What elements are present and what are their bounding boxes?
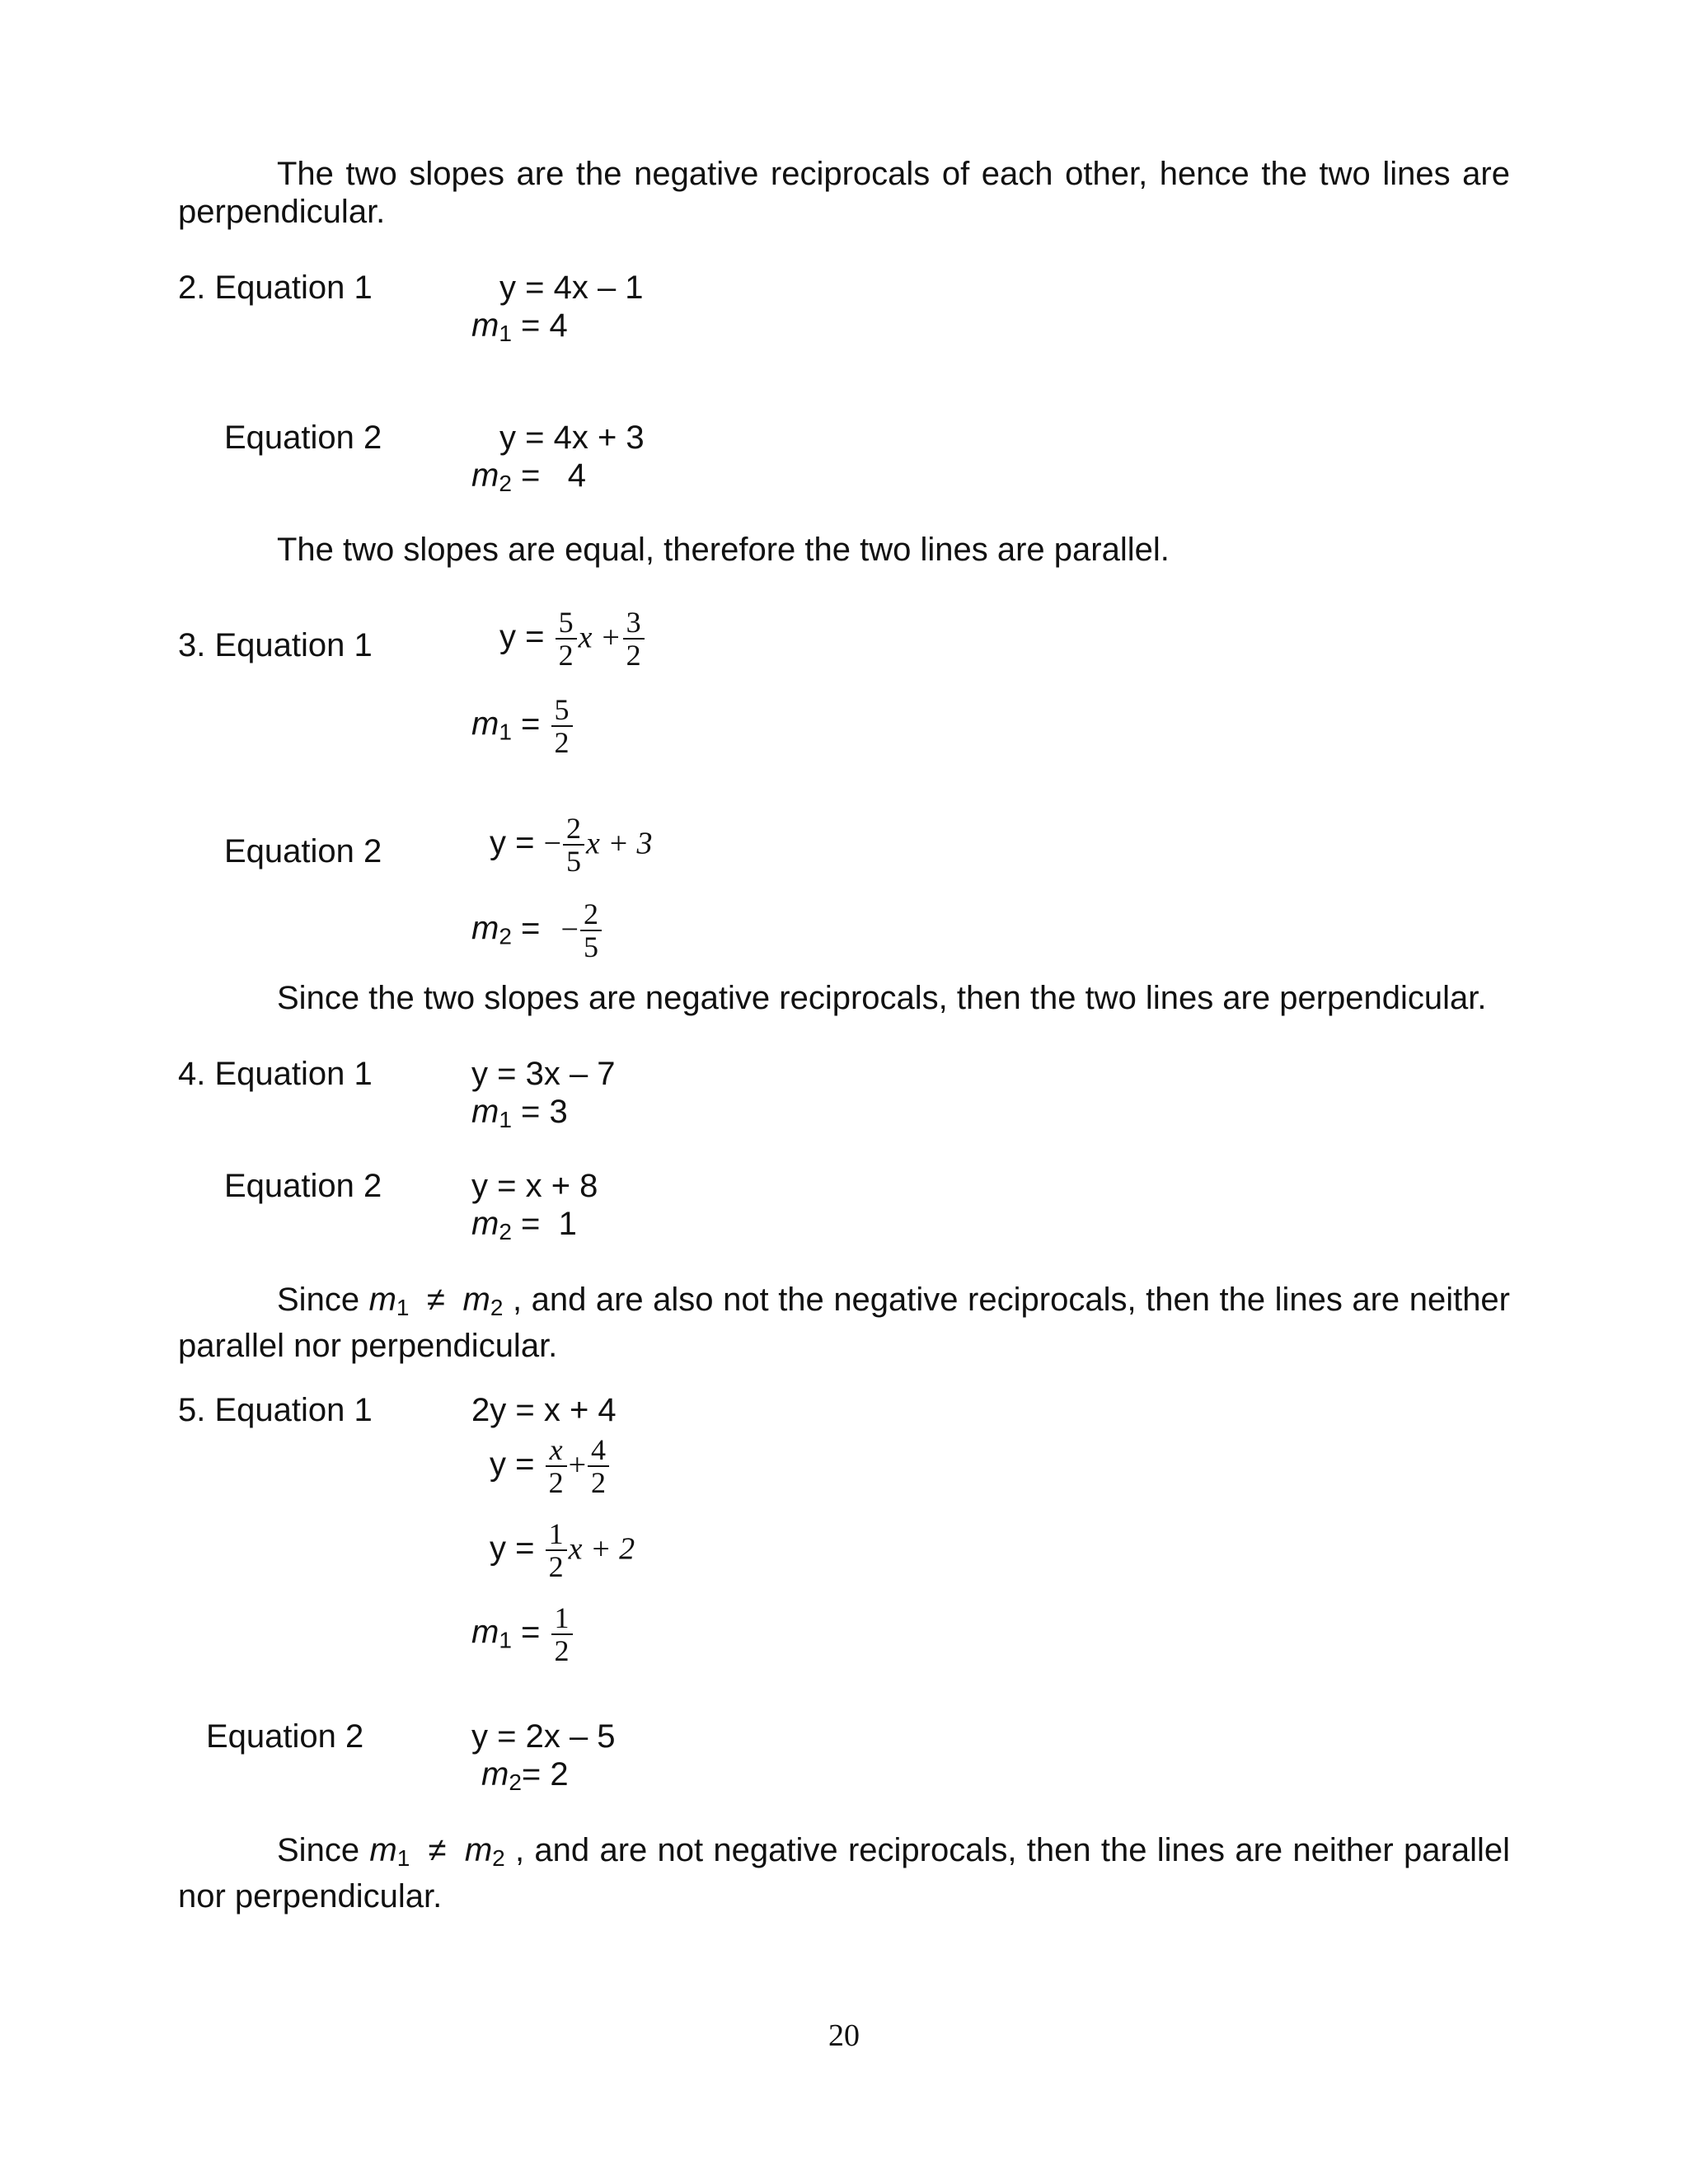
- item2-equation1-label: 2. Equation 1: [178, 269, 373, 306]
- fraction: $\frac{2}{5}$: [580, 898, 602, 963]
- intro-line-2: perpendicular.: [178, 194, 386, 230]
- item3-equation1: y = $\frac{5}{2}$ x + $\frac{3}{2}$: [499, 607, 646, 671]
- item5-slope2: $m_2= 2$: [481, 1756, 569, 1795]
- fraction: $\frac{1}{2}$: [546, 1518, 567, 1582]
- item5-conclusion: Since $m_1 \ne m_2$ , and are not negative reciprocals, then the lines are neither parallel nor perpendicular.: [178, 1832, 1510, 1915]
- item2-slope2: $m_2 = 4$: [471, 457, 586, 496]
- item5-equation2-label: Equation 2: [206, 1718, 364, 1755]
- fraction: $\frac{1}{2}$: [551, 1602, 573, 1666]
- fraction: $\frac{x}{2}$: [546, 1434, 567, 1498]
- item3-equation2: y = − $\frac{2}{5}$ x + 3: [490, 812, 653, 878]
- fraction: $\frac{3}{2}$: [623, 607, 645, 671]
- item4-conclusion: Since $m_1 \ne m_2$ , and are also not the negative reciprocals, then the lines are neither parallel nor perpendicular.: [178, 1282, 1510, 1364]
- intro-paragraph: [178, 155, 1510, 231]
- item2-conclusion: The two slopes are equal, therefore the two lines are parallel.: [277, 532, 1170, 568]
- item5-equation1-step3: y = $\frac{1}{2}$ x + 2: [490, 1517, 635, 1583]
- item5-equation1-step2: y = $\frac{x}{2}$ + $\frac{4}{2}$: [490, 1434, 611, 1498]
- item2-slope1: $m_1 = 4$: [471, 307, 568, 346]
- item3-equation1-label: 3. Equation 1: [178, 627, 373, 663]
- item3-conclusion: Since the two slopes are negative reciprocals, then the two lines are perpendicular.: [277, 980, 1487, 1016]
- item5-equation2: y = 2x – 5: [471, 1718, 616, 1755]
- item4-equation2: y = x + 8: [471, 1168, 598, 1204]
- intro-line-1: The two slopes are the negative reciprocals of each other, hence the two lines are: [277, 156, 1510, 192]
- item5-equation1-label: 5. Equation 1: [178, 1392, 373, 1428]
- fraction: $\frac{4}{2}$: [588, 1434, 609, 1498]
- item4-equation1: y = 3x – 7: [471, 1056, 616, 1092]
- item3-equation2-label: Equation 2: [224, 833, 382, 869]
- fraction: $\frac{5}{2}$: [556, 607, 577, 671]
- item2-equation2-label: Equation 2: [224, 419, 382, 456]
- fraction: $\frac{2}{5}$: [563, 813, 584, 877]
- fraction: $\frac{5}{2}$: [551, 694, 573, 758]
- item2-equation2: y = 4x + 3: [499, 419, 645, 456]
- item3-slope2: $m_2$ = − $\frac{2}{5}$: [471, 898, 603, 963]
- item2-equation1: y = 4x – 1: [499, 269, 644, 306]
- item4-slope2: $m_2 = 1$: [471, 1206, 577, 1244]
- item4-equation1-label: 4. Equation 1: [178, 1056, 373, 1092]
- item3-slope1: $m_1$ = $\frac{5}{2}$: [471, 694, 574, 758]
- item5-slope1: $m_1$ = $\frac{1}{2}$: [471, 1602, 574, 1666]
- item4-slope1: $m_1 = 3$: [471, 1094, 568, 1132]
- item4-equation2-label: Equation 2: [224, 1168, 382, 1204]
- item5-equation1: 2y = x + 4: [471, 1392, 617, 1428]
- page-number: 20: [828, 2018, 860, 2053]
